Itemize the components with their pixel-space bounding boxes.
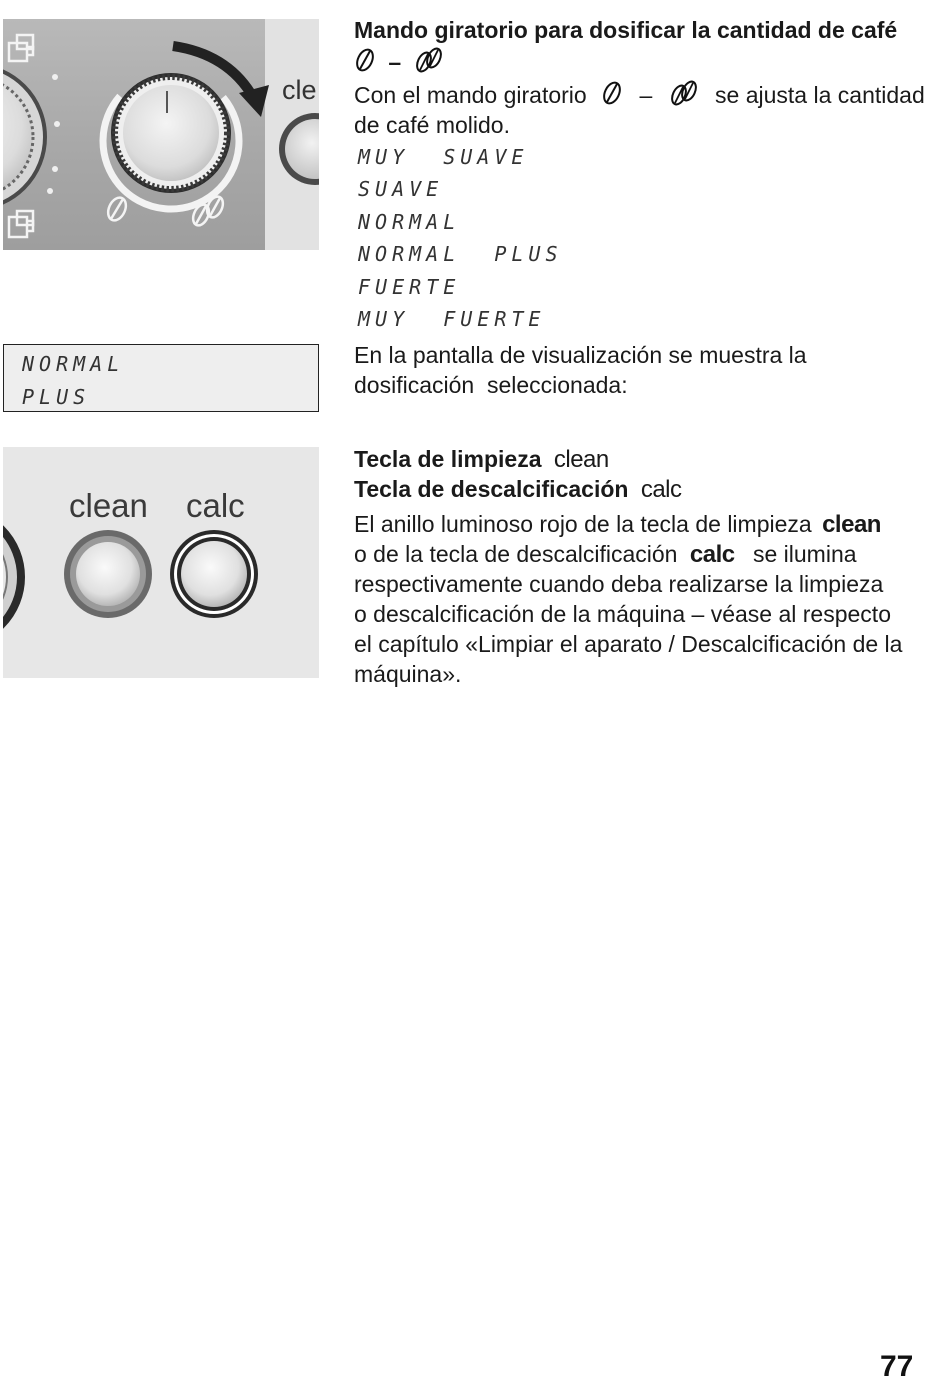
single-bean-icon (354, 47, 376, 73)
section1-body-line1 (354, 80, 944, 110)
strength-level: NORMAL PLUS (358, 242, 563, 266)
display-note-line2: dosificación seleccionada: (354, 372, 628, 398)
clean-label: clean (69, 487, 148, 524)
strength-level: SUAVE (358, 177, 444, 201)
cup-icon (9, 211, 33, 237)
clean-key-label: clean (553, 446, 609, 473)
display-note-line1: En la pantalla de visualización se muestra la (354, 342, 807, 368)
strength-level: MUY FUERTE (358, 307, 546, 331)
strength-level: FUERTE (358, 275, 461, 299)
section1-body-line2: de café molido. (354, 112, 510, 138)
section1-heading: Mando giratorio para dosificar la cantidad de café (354, 17, 898, 43)
strength-level: NORMAL (358, 210, 461, 234)
section1-symbols (354, 47, 944, 77)
body-text: se ajusta la cantidad (715, 82, 925, 108)
strength-level: MUY SUAVE (358, 145, 529, 169)
section1-dash: – (388, 49, 402, 75)
section2-heading1 (354, 444, 944, 475)
display-line-2: PLUS (22, 385, 91, 409)
section2-para-line3: respectivamente cuando deba realizarse la limpieza (354, 571, 884, 597)
display-figure (3, 344, 319, 412)
display-line-1: NORMAL (22, 352, 125, 376)
clean-button-illustration (64, 530, 152, 618)
section2-para-line1 (354, 509, 944, 540)
section2-heading2 (354, 474, 944, 505)
calc-key-label: calc (689, 541, 735, 568)
section2-para-line5: el capítulo «Limpiar el aparato / Descalcificación de la (354, 631, 903, 657)
body-dash: – (639, 82, 653, 108)
double-bean-icon (669, 80, 699, 106)
cup-icon (9, 35, 33, 61)
para-text: o de la tecla de descalcificación (354, 541, 678, 567)
heading-text: Tecla de limpieza (354, 446, 542, 472)
calc-button-illustration (170, 530, 258, 618)
calc-key-label: calc (640, 476, 682, 503)
clean-key-label: clean (822, 511, 881, 538)
dial-button-label: cle (282, 75, 317, 105)
calc-label: calc (186, 487, 245, 524)
para-text: se ilumina (752, 541, 857, 567)
double-bean-icon (414, 47, 444, 73)
single-bean-icon (105, 195, 130, 224)
page-number: 77 (880, 1350, 914, 1383)
section2-para-line4: o descalcificación de la máquina – véase al respecto (354, 601, 891, 627)
heading-text: Tecla de descalcificación (354, 476, 629, 502)
dial-figure (3, 19, 319, 250)
buttons-figure (3, 447, 319, 678)
section2-para-line2 (354, 539, 944, 570)
single-bean-icon (601, 80, 623, 106)
para-text: El anillo luminoso rojo de la tecla de limpieza (354, 511, 812, 537)
body-text: Con el mando giratorio (354, 82, 587, 108)
section2-para-line6: máquina». (354, 661, 462, 687)
